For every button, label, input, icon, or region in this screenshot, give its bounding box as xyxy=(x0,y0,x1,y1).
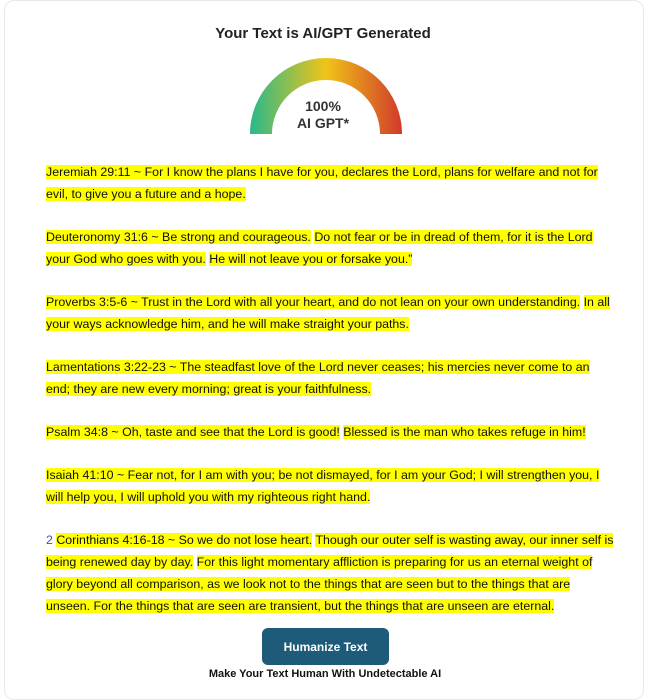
highlighted-ai-segment: Isaiah 41:10 ~ Fear not, for I am with you; be not dismayed, for I am your God; I will strengthen you, I will help you, I will uphold you with my righteous right hand. xyxy=(46,468,600,504)
text-paragraph xyxy=(46,529,616,617)
result-title: Your Text is AI/GPT Generated xyxy=(215,25,431,42)
highlighted-ai-segment: Though our outer self is wasting away, our inner self is being renewed day by day. xyxy=(46,533,614,569)
text-paragraph xyxy=(46,421,616,443)
tagline: Make Your Text Human With Undetectable AI xyxy=(208,668,442,680)
highlighted-ai-segment: Proverbs 3:5-6 ~ Trust in the Lord with all your heart, and do not lean on your own understanding. xyxy=(46,295,581,309)
highlighted-ai-segment: Jeremiah 29:11 ~ For I know the plans I have for you, declares the Lord, plans for welfare and not for evil, to give you a future and a hope. xyxy=(46,165,598,201)
text-paragraph xyxy=(46,161,616,205)
text-paragraph xyxy=(46,291,616,335)
text-segment: 2 xyxy=(46,533,57,547)
ai-gpt-label: AI GPT* xyxy=(296,115,350,131)
highlighted-ai-segment: In all your ways acknowledge him, and he will make straight your paths. xyxy=(46,295,610,331)
highlighted-ai-segment: Deuteronomy 31:6 ~ Be strong and courageous. xyxy=(46,230,311,244)
highlighted-ai-segment: Do not fear or be in dread of them, for it is the Lord your God who goes with you. xyxy=(46,230,593,266)
highlighted-ai-segment: Blessed is the man who takes refuge in him! xyxy=(343,425,586,439)
highlighted-ai-segment: He will not leave you or forsake you.” xyxy=(209,252,413,266)
highlighted-ai-segment: Psalm 34:8 ~ Oh, taste and see that the Lord is good! xyxy=(46,425,340,439)
humanize-text-button[interactable]: Humanize Text xyxy=(262,628,389,665)
highlighted-ai-segment: Corinthians 4:16-18 ~ So we do not lose heart. xyxy=(56,533,313,547)
gauge-readout xyxy=(0,98,646,132)
text-paragraph xyxy=(46,464,616,508)
text-paragraph xyxy=(46,356,616,400)
highlighted-ai-segment: For this light momentary affliction is preparing for us an eternal weight of glory beyond all comparison, as we look not to the things that are seen but to the things that are unseen. For the things that are seen are transient, but the things that are unseen are eternal. xyxy=(46,555,593,613)
highlighted-ai-segment: Lamentations 3:22-23 ~ The steadfast love of the Lord never ceases; his mercies never come to an end; they are new every morning; great is your faithfulness. xyxy=(46,360,590,396)
text-paragraph xyxy=(46,226,616,270)
ai-percentage: 100% xyxy=(305,98,341,114)
analyzed-text xyxy=(46,161,616,638)
